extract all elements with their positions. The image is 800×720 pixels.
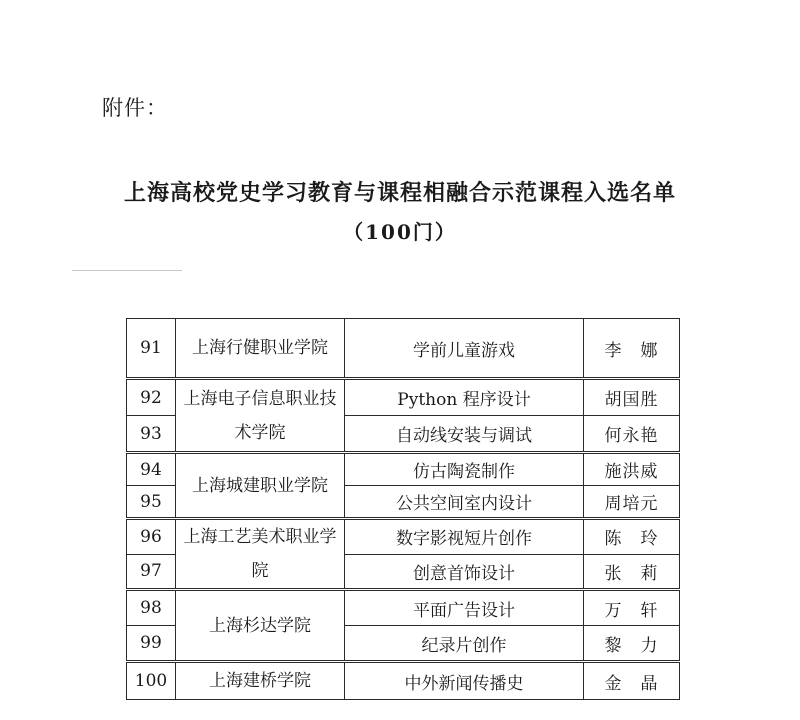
person-name: 胡国胜: [584, 379, 680, 416]
course-name: 仿古陶瓷制作: [345, 453, 584, 486]
school-name: 上海杉达学院: [176, 590, 345, 662]
course-name: 创意首饰设计: [345, 554, 584, 590]
person-name: 周培元: [584, 486, 680, 519]
course-list-table: [126, 318, 680, 700]
school-name: 上海城建职业学院: [176, 453, 345, 519]
row-number: 96: [127, 519, 176, 555]
row-number: 95: [127, 486, 176, 519]
row-number: 91: [127, 319, 176, 379]
table-row: [127, 590, 680, 626]
person-name: 何永艳: [584, 416, 680, 453]
person-name: 张 莉: [584, 554, 680, 590]
row-number: 97: [127, 554, 176, 590]
course-name: Python 程序设计: [345, 379, 584, 416]
document-subtitle: （100门）: [343, 220, 457, 244]
person-name: 金 晶: [584, 662, 680, 700]
person-name: 万 轩: [584, 590, 680, 626]
person-name: 黎 力: [584, 626, 680, 662]
school-name: 上海行健职业学院: [176, 319, 345, 379]
row-number: 92: [127, 379, 176, 416]
table-row: [127, 453, 680, 486]
person-name: 陈 玲: [584, 519, 680, 555]
school-name: 上海电子信息职业技术学院: [176, 379, 345, 453]
table-row: [127, 662, 680, 700]
person-name: 施洪威: [584, 453, 680, 486]
table-row: [127, 519, 680, 555]
course-name: 纪录片创作: [345, 626, 584, 662]
school-name: 上海工艺美术职业学院: [176, 519, 345, 590]
row-number: 94: [127, 453, 176, 486]
school-name: 上海建桥学院: [176, 662, 345, 700]
person-name: 李 娜: [584, 319, 680, 379]
table-row: [127, 319, 680, 379]
row-number: 100: [127, 662, 176, 700]
course-name: 平面广告设计: [345, 590, 584, 626]
divider-line: [72, 270, 182, 271]
course-name: 公共空间室内设计: [345, 486, 584, 519]
course-name: 自动线安装与调试: [345, 416, 584, 453]
document-title: 上海高校党史学习教育与课程相融合示范课程入选名单: [123, 180, 676, 206]
attachment-label: 附件：: [102, 96, 168, 120]
row-number: 98: [127, 590, 176, 626]
course-name: 数字影视短片创作: [345, 519, 584, 555]
course-name: 学前儿童游戏: [345, 319, 584, 379]
row-number: 93: [127, 416, 176, 453]
course-name: 中外新闻传播史: [345, 662, 584, 700]
row-number: 99: [127, 626, 176, 662]
table-row: [127, 379, 680, 416]
